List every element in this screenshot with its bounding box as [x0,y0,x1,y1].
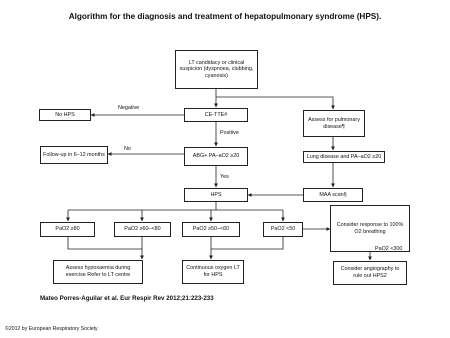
pao2-60-80-box: PaO2 ≥60–<80 [114,222,171,237]
maa-scan-box: MAA scan§ [303,188,363,202]
diagram-title: Algorithm for the diagnosis and treatment of hepatopulmonary syndrome (HPS). [68,12,382,21]
pao2-lt50-box: PaO2 <50 [263,222,303,237]
copyright-footer: ©2012 by European Respiratory Society [5,326,98,332]
assess-pulmonary-box: Assess for pulmonary disease¶ [303,110,365,137]
hps-box: HPS [184,188,248,202]
consider-angiography-box: Consider angiography to rule out HPS2 [333,261,407,285]
continuous-oxygen-box: Continuous oxygen LT for HPS [182,260,244,284]
pao2-ge80-box: PaO2 ≥80 [40,222,95,237]
abg-box: ABG+ PA–aO2 ≥20 [184,147,248,166]
edge-label-positive: Positive [220,130,239,136]
lung-disease-box: Lung disease and PA–aO2 ≥20 [303,151,385,163]
edge-label-pao2-lt300: PaO2 <300 [375,246,403,252]
no-hps-box: No HPS [39,109,91,121]
citation: Mateo Porres-Aguilar et al. Eur Respir Rev 2012;21:223-233 [40,295,214,302]
consider-response-box: Consider response to 100% O2 breathing [330,205,410,252]
follow-up-box: Follow-up in 6–12 months [40,146,108,164]
edge-label-negative: Negative [118,105,140,111]
lt-candidacy-box: LT candidacy or clinical suspicion (dyspnoea, clubbing, cyanosis) [175,50,258,89]
edge-label-yes: Yes [220,174,229,180]
edge-label-no: No [124,146,131,152]
pao2-50-60-box: PaO2 ≥50–<60 [182,222,240,237]
assess-hypoxaemia-box: Assess hypoxaemia during exercise Refer to LT centre [53,260,143,284]
ce-tte-box: CE-TTE# [184,108,248,122]
